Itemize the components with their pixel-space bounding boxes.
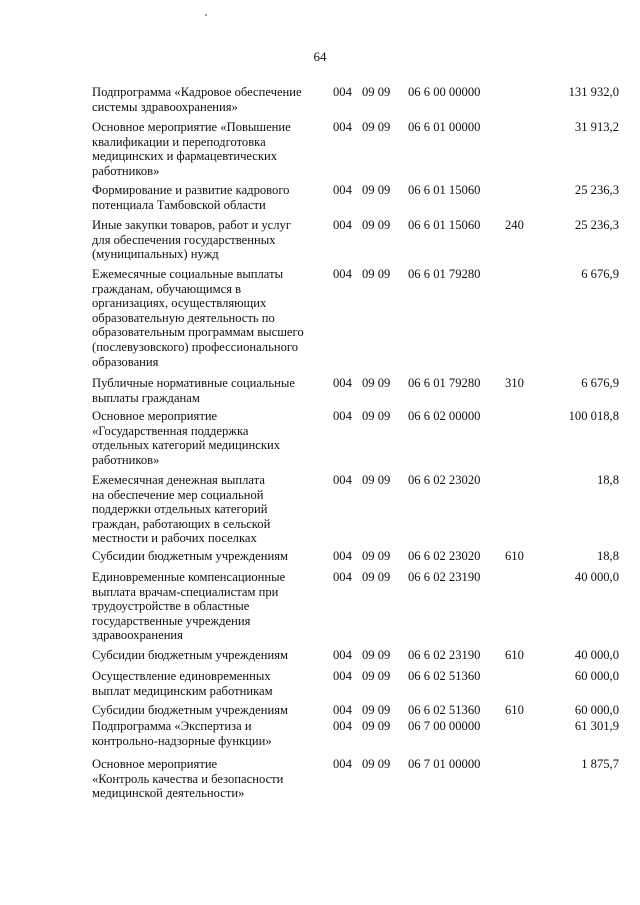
expense-type-code: 310 [505, 376, 524, 390]
row-name-line: граждан, работающих в сельской [92, 516, 271, 531]
ved-code: 004 [333, 267, 352, 281]
row-name-line: местности и рабочих поселках [92, 531, 257, 546]
row-name-line: системы здравоохранения» [92, 99, 238, 114]
section-code: 09 09 [362, 703, 391, 717]
row-name-line: образовательную деятельность по [92, 310, 275, 325]
ved-code: 004 [333, 409, 352, 423]
row-name-line: Подпрограмма «Кадровое обеспечение [92, 85, 302, 99]
row-name-line: Иные закупки товаров, работ и услуг [92, 218, 292, 232]
row-name-line: отдельных категорий медицинских [92, 438, 281, 453]
ved-code: 004 [333, 120, 352, 134]
row-name-line: выплата врачам-специалистам при [92, 584, 279, 599]
row-name-line: Ежемесячная денежная выплата [92, 473, 265, 487]
row-name [92, 669, 324, 698]
row-name-line: Осуществление единовременных [92, 669, 271, 683]
ved-code: 004 [333, 757, 352, 771]
row-name-line: (муниципальных) нужд [92, 247, 219, 262]
row-name [92, 703, 324, 718]
target-code: 06 7 00 00000 [408, 719, 481, 733]
row-name-line: здравоохранения [92, 628, 183, 643]
expense-type-code: 610 [505, 549, 524, 563]
row-name-line: Единовременные компенсационные [92, 570, 286, 584]
target-code: 06 6 01 15060 [408, 183, 481, 197]
amount: 61 301,9 [574, 719, 619, 733]
target-code: 06 6 02 23020 [408, 549, 481, 563]
amount: 60 000,0 [574, 669, 619, 683]
target-code: 06 6 02 23190 [408, 648, 481, 662]
section-code: 09 09 [362, 473, 391, 487]
section-code: 09 09 [362, 757, 391, 771]
row-name-line: образования [92, 354, 159, 369]
row-name-line: Субсидии бюджетным учреждениям [92, 648, 288, 662]
row-name-line: работников» [92, 163, 160, 178]
ved-code: 004 [333, 549, 352, 563]
ved-code: 004 [333, 648, 352, 662]
row-name-line: Субсидии бюджетным учреждениям [92, 703, 288, 717]
amount: 6 676,9 [581, 376, 619, 390]
section-code: 09 09 [362, 549, 391, 563]
row-name-line: медицинской деятельности» [92, 786, 245, 801]
ved-code: 004 [333, 218, 352, 232]
row-name-line: Подпрограмма «Экспертиза и [92, 719, 252, 733]
amount: 40 000,0 [574, 648, 619, 662]
row-name-line: потенциала Тамбовской области [92, 197, 266, 212]
row-name-line: Субсидии бюджетным учреждениям [92, 549, 288, 563]
row-name [92, 120, 324, 178]
amount: 6 676,9 [581, 267, 619, 281]
section-code: 09 09 [362, 218, 391, 232]
section-code: 09 09 [362, 183, 391, 197]
section-code: 09 09 [362, 648, 391, 662]
ved-code: 004 [333, 570, 352, 584]
amount: 18,8 [596, 549, 619, 563]
section-code: 09 09 [362, 669, 391, 683]
ved-code: 004 [333, 376, 352, 390]
section-code: 09 09 [362, 85, 391, 99]
row-name [92, 473, 324, 546]
row-name [92, 648, 324, 663]
amount: 1 875,7 [581, 757, 619, 771]
row-name-line: медицинских и фармацевтических [92, 149, 278, 164]
row-name-line: трудоустройстве в областные [92, 599, 250, 614]
target-code: 06 6 02 23190 [408, 570, 481, 584]
amount: 25 236,3 [574, 183, 619, 197]
target-code: 06 6 02 23020 [408, 473, 481, 487]
row-name-line: поддержки отдельных категорий [92, 502, 268, 517]
section-code: 09 09 [362, 719, 391, 733]
row-name-line: государственные учреждения [92, 613, 251, 628]
row-name-line: организациях, осуществляющих [92, 296, 267, 311]
target-code: 06 6 01 79280 [408, 376, 481, 390]
row-name [92, 409, 324, 467]
row-name [92, 570, 324, 643]
section-code: 09 09 [362, 570, 391, 584]
expense-type-code: 610 [505, 648, 524, 662]
section-code: 09 09 [362, 376, 391, 390]
row-name-line: «Контроль качества и безопасности [92, 771, 284, 786]
row-name [92, 218, 324, 262]
ved-code: 004 [333, 669, 352, 683]
row-name-line: для обеспечения государственных [92, 232, 276, 247]
row-name-line: Основное мероприятие «Повышение [92, 120, 291, 134]
section-code: 09 09 [362, 267, 391, 281]
row-name-line: Основное мероприятие [92, 757, 218, 771]
row-name [92, 85, 324, 114]
scan-speck [205, 14, 207, 16]
row-name [92, 183, 324, 212]
row-name-line: контрольно-надзорные функции» [92, 733, 272, 748]
amount: 60 000,0 [574, 703, 619, 717]
row-name [92, 549, 324, 564]
amount: 18,8 [596, 473, 619, 487]
target-code: 06 6 01 79280 [408, 267, 481, 281]
row-name-line: выплаты гражданам [92, 390, 200, 405]
target-code: 06 6 01 00000 [408, 120, 481, 134]
row-name-line: квалификации и переподготовка [92, 134, 266, 149]
expense-type-code: 240 [505, 218, 524, 232]
row-name-line: работников» [92, 452, 160, 467]
section-code: 09 09 [362, 409, 391, 423]
target-code: 06 6 02 51360 [408, 669, 481, 683]
row-name-line: «Государственная поддержка [92, 423, 249, 438]
section-code: 09 09 [362, 120, 391, 134]
ved-code: 004 [333, 183, 352, 197]
row-name [92, 267, 324, 369]
row-name [92, 719, 324, 748]
row-name [92, 376, 324, 405]
row-name-line: Основное мероприятие [92, 409, 218, 423]
page-number: 64 [313, 49, 327, 64]
target-code: 06 7 01 00000 [408, 757, 481, 771]
target-code: 06 6 02 00000 [408, 409, 481, 423]
amount: 131 932,0 [568, 85, 619, 99]
amount: 25 236,3 [574, 218, 619, 232]
expense-type-code: 610 [505, 703, 524, 717]
ved-code: 004 [333, 85, 352, 99]
row-name-line: Формирование и развитие кадрового [92, 183, 290, 197]
target-code: 06 6 00 00000 [408, 85, 481, 99]
amount: 31 913,2 [574, 120, 619, 134]
row-name [92, 757, 324, 801]
row-name-line: гражданам, обучающимся в [92, 281, 242, 296]
row-name-line: Ежемесячные социальные выплаты [92, 267, 284, 281]
row-name-line: на обеспечение мер социальной [92, 487, 264, 502]
target-code: 06 6 02 51360 [408, 703, 481, 717]
ved-code: 004 [333, 719, 352, 733]
row-name-line: образовательным программам высшего [92, 325, 304, 340]
row-name-line: выплат медицинским работникам [92, 683, 273, 698]
ved-code: 004 [333, 703, 352, 717]
row-name-line: (послевузовского) профессионального [92, 339, 299, 354]
ved-code: 004 [333, 473, 352, 487]
target-code: 06 6 01 15060 [408, 218, 481, 232]
amount: 40 000,0 [574, 570, 619, 584]
amount: 100 018,8 [568, 409, 619, 423]
row-name-line: Публичные нормативные социальные [92, 376, 295, 390]
